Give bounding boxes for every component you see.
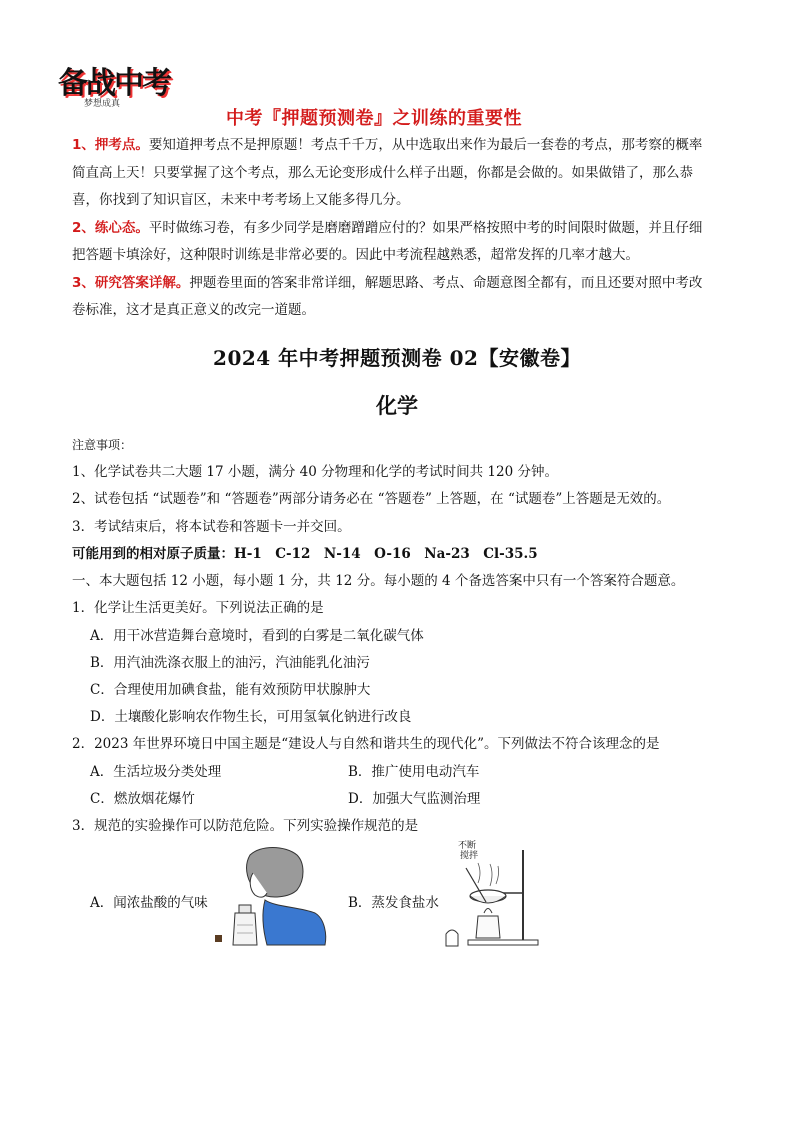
smelling-acid-illustration — [205, 845, 330, 950]
question-3-stem: 3．规范的实验操作可以防范危险。下列实验操作规范的是 — [72, 818, 419, 834]
intro-line: 卷标准，这才是真正意义的改完一道题。 — [72, 302, 315, 318]
logo — [58, 58, 198, 110]
intro-line: 简直高上天！只要掌握了这个考点，那么无论变形成什么样子出题，你都是会做的。如果做错了，那么恭 — [72, 164, 693, 181]
question-2-option-b: B．推广使用电动汽车 — [348, 764, 480, 780]
logo-text: 备战中考 — [58, 66, 170, 101]
intro-paragraph: 1、押考点。要知道押考点不是押原题！考点千千万，从中选取出来作为最后一套卷的考点，那考察的概率 — [72, 137, 703, 153]
question-3-option-a: A．闻浓盐酸的气味 — [90, 895, 208, 911]
question-2-option-d: D．加强大气监测治理 — [348, 791, 481, 807]
intro-line: 把答题卡填涂好，这种限时训练是非常必要的。因此中考流程越熟悉，超常发挥的几率才越大。 — [72, 247, 639, 263]
notes-item: 2、试卷包括 “试题卷”和 “答题卷”两部分请务必在 “答题卷” 上答题，在 “试题卷”上答题是无效的。 — [72, 491, 671, 508]
exam-title: 2024 年中考押题预测卷 02【安徽卷】 — [213, 346, 581, 370]
notes-item: 1、化学试卷共二大题 17 小题，满分 40 分物理和化学的考试时间共 120 分钟。 — [72, 464, 558, 481]
evaporation-illustration — [438, 838, 558, 956]
question-3-option-b: B．蒸发食盐水 — [348, 895, 439, 911]
question-2-stem: 2．2023 年世界环境日中国主题是“建设人与自然和谐共生的现代化”。下列做法不符合该理念的是 — [72, 736, 660, 752]
question-1-option-d: D．土壤酸化影响农作物生长，可用氢氧化钠进行改良 — [90, 709, 412, 725]
question-2-option-c: C．燃放烟花爆竹 — [90, 791, 195, 807]
question-1-stem: 1．化学让生活更美好。下列说法正确的是 — [72, 600, 324, 616]
intro-line: 喜，你找到了知识盲区，未来中考考场上又能多得几分。 — [72, 192, 410, 208]
notes-item: 3．考试结束后，将本试卷和答题卡一并交回。 — [72, 518, 351, 535]
figure-label: 搅拌 — [460, 851, 479, 861]
logo-subtitle: 梦想成真 — [84, 99, 121, 109]
notes-heading: 注意事项： — [72, 438, 133, 452]
subject-title: 化学 — [376, 393, 418, 418]
question-1-option-c: C．合理使用加碘食盐，能有效预防甲状腺肿大 — [90, 682, 371, 698]
question-1-option-b: B．用汽油洗涤衣服上的油污，汽油能乳化油污 — [90, 655, 370, 671]
section-heading: 一、本大题包括 12 小题，每小题 1 分，共 12 分。每小题的 4 个备选答案中只有一个答案符合题意。 — [72, 573, 685, 590]
intro-paragraph: 3、研究答案详解。押题卷里面的答案非常详细，解题思路、考点、命题意图全都有，而且还要对照中考改 — [72, 274, 703, 291]
intro-paragraph: 2、练心态。平时做练习卷，有多少同学是磨磨蹭蹭应付的？如果严格按照中考的时间限时做题，并且仔细 — [72, 219, 703, 236]
exam-notes — [72, 432, 732, 595]
intro-section — [72, 132, 724, 325]
banner-title: 中考『押题预测卷』之训练的重要性 — [226, 108, 522, 129]
question-2-option-a: A．生活垃圾分类处理 — [90, 764, 222, 780]
figure-label: 不断 — [458, 841, 477, 851]
question-1-option-a: A．用干冰营造舞台意境时，看到的白雾是二氧化碳气体 — [90, 628, 424, 644]
atomic-mass-line: 可能用到的相对原子质量：H-1 C-12 N-14 O-16 Na-23 Cl-35.5 — [72, 545, 538, 562]
